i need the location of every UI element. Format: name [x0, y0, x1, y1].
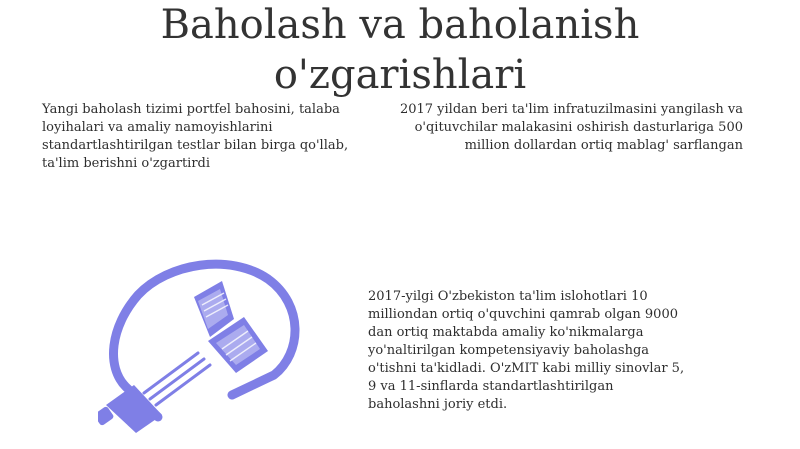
lightbulb-book-icon — [98, 255, 308, 435]
title-line-2: o'zgarishlari — [273, 52, 527, 98]
text-block-right-bottom: 2017-yilgi O'zbekiston ta'lim islohotlari 10 milliondan ortiq o'quvchini qamrab olgan 9000 dan ortiq maktabda amaliy ko'nikmalarga yo'naltirilgan kompetensiyaviy baholashga o'tishni ta'kidladi. O'zMIT kabi milliy sinovlar 5, 9 va 11-sinflarda standartlashtirilgan baholashni joriy etdi. — [368, 289, 685, 412]
text-block-left-top: Yangi baholash tizimi portfel bahosini, talaba loyihalari va amaliy namoyishlarini standartlashtirilgan testlar bilan birga qo'llab, ta'lim berishni o'zgartirdi — [42, 102, 349, 171]
text-block-right-top: 2017 yildan beri ta'lim infratuzilmasini yangilash va o'qituvchilar malakasini oshirish dasturlariga 500 million dollardan ortiq mablag' sarflangan — [399, 102, 743, 153]
title-line-1: Baholash va baholanish — [160, 2, 640, 48]
page-title — [0, 0, 800, 100]
